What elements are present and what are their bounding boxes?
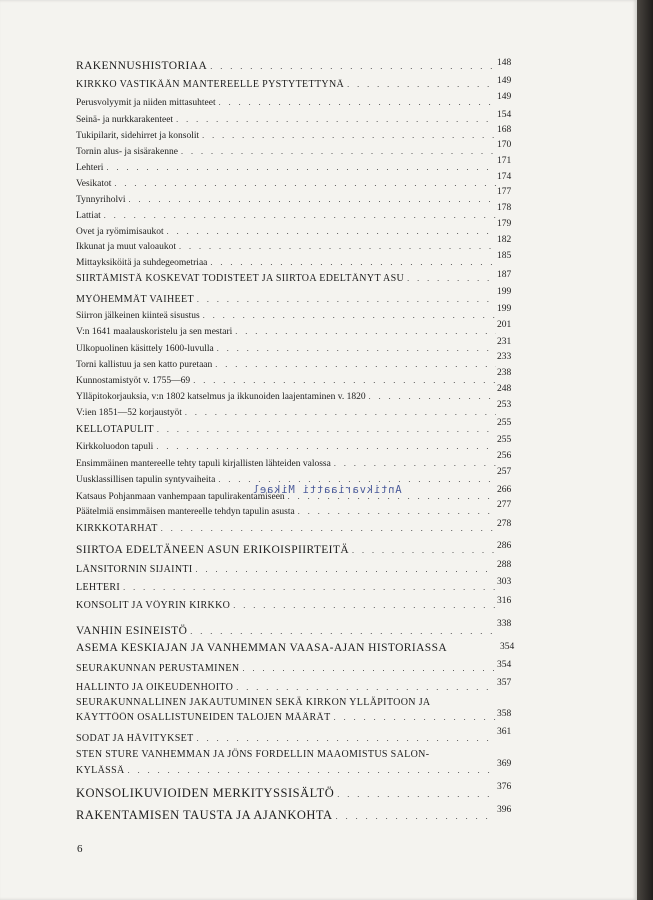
toc-entry-title: SEURAKUNNAN PERUSTAMINEN — [76, 663, 240, 674]
leader-dots — [210, 257, 496, 269]
leader-dots — [215, 359, 496, 371]
toc-entry — [76, 343, 496, 355]
toc-page-number: 303 — [497, 577, 512, 587]
toc-page-number: 266 — [497, 485, 512, 495]
leader-dots — [210, 60, 496, 74]
toc-page-number: 338 — [497, 619, 512, 629]
toc-page-number: 199 — [497, 287, 512, 297]
leader-dots — [181, 146, 496, 158]
toc-page-number: 354 — [497, 660, 512, 670]
leader-dots — [202, 130, 496, 142]
toc-page-number: 255 — [497, 435, 512, 445]
toc-entry — [76, 59, 496, 74]
leader-dots — [196, 564, 496, 576]
toc-entry — [76, 391, 496, 403]
antiquarian-stamp: Antikvariaatti Mikael — [252, 484, 402, 496]
toc-entry-title: KYLÄSSÄ — [76, 765, 125, 776]
toc-entry — [76, 600, 496, 612]
toc-page-number: 149 — [497, 92, 512, 102]
toc-entry-title: KÄYTTÖÖN OSALLISTUNEIDEN TALOJEN MÄÄRÄT — [76, 712, 331, 723]
toc-entry — [76, 162, 496, 174]
toc-entry-title: KONSOLIT JA VÖYRIN KIRKKO — [76, 600, 231, 611]
leader-dots — [235, 326, 496, 338]
leader-dots — [197, 294, 496, 306]
toc-page-number: 168 — [497, 125, 512, 135]
toc-page-number: 238 — [497, 368, 512, 378]
leader-dots — [179, 241, 496, 253]
toc-entry-title: HALLINTO JA OIKEUDENHOITO — [76, 682, 234, 693]
leader-dots — [104, 210, 496, 222]
toc-page-number: 201 — [497, 320, 512, 330]
leader-dots — [352, 544, 494, 558]
toc-entry-title-line1: STEN STURE VANHEMMAN JA JÖNS FORDELLIN MAAOMISTUS SALON- — [76, 749, 430, 760]
leader-dots — [161, 523, 496, 535]
leader-dots — [233, 600, 496, 612]
leader-dots — [203, 310, 496, 322]
toc-entry — [76, 441, 496, 453]
toc-entry — [76, 130, 496, 142]
leader-dots — [185, 407, 496, 419]
toc-entry — [76, 359, 496, 371]
toc-entry-title: SIIRTÄMISTÄ KOSKEVAT TODISTEET JA SIIRTOA EDELTÄNYT ASU — [76, 273, 405, 284]
page-number: 6 — [77, 843, 83, 855]
leader-dots — [336, 809, 491, 824]
toc-entry — [76, 226, 496, 238]
toc-page-number: 179 — [497, 219, 512, 229]
toc-entry — [76, 178, 496, 190]
toc-page-number: 178 — [497, 203, 512, 213]
toc-entry-title: SIIRTOA EDELTÄNEEN ASUN ERIKOISPIIRTEITÄ — [76, 544, 350, 556]
toc-entry — [76, 241, 496, 253]
toc-entry-title: Uusklassillisen tapulin syntyvaiheita — [76, 475, 216, 485]
toc-page-number: 316 — [497, 596, 512, 606]
toc-entry — [76, 79, 496, 91]
toc-entry-title: SODAT JA HÄVITYKSET — [76, 733, 194, 744]
toc-entry-title: Ulkopuolinen käsittely 1600-luvulla — [76, 344, 214, 354]
leader-dots — [242, 663, 496, 675]
toc-page-number: 376 — [497, 782, 512, 792]
toc-entry-title: Mittayksiköitä ja suhdegeometriaa — [76, 258, 208, 268]
toc-entry — [76, 543, 494, 558]
toc-entry — [76, 564, 496, 576]
toc-entry-title: Ikkunat ja muut valoaukot — [76, 242, 176, 252]
leader-dots — [123, 582, 496, 594]
toc-entry — [76, 582, 496, 594]
toc-entry-title: Katsaus Pohjanmaan vanhempaan tapulirakentamiseen — [76, 492, 285, 502]
toc-entry — [76, 523, 496, 535]
toc-page-number: 248 — [497, 384, 512, 394]
toc-entry — [76, 424, 496, 436]
leader-dots — [128, 765, 496, 777]
toc-entry-title: Tukipilarit, sidehirret ja konsolit — [76, 131, 200, 141]
toc-page-number: 369 — [497, 759, 512, 769]
toc-page-number: 256 — [497, 451, 512, 461]
toc-entry — [76, 375, 496, 387]
toc-page-number: 233 — [497, 352, 512, 362]
toc-entry — [76, 733, 496, 745]
leader-dots — [128, 194, 496, 206]
toc-entry-title: RAKENTAMISEN TAUSTA JA AJANKOHTA — [76, 808, 333, 822]
toc-entry — [76, 712, 496, 724]
toc-page-number: 177 — [497, 187, 512, 197]
toc-page-number: 358 — [497, 709, 512, 719]
toc-page-number: 278 — [497, 519, 512, 529]
leader-dots — [334, 458, 496, 470]
toc-entry-title: Lattiat — [76, 211, 101, 221]
toc-entry-title: Perusvolyymit ja niiden mittasuhteet — [76, 98, 216, 108]
toc-page-number: 288 — [497, 560, 512, 570]
leader-dots — [106, 162, 496, 174]
toc-entry — [76, 210, 496, 222]
toc-entry-title: KIRKKOTARHAT — [76, 523, 158, 534]
toc-page-number: 187 — [497, 270, 512, 280]
toc-page-number: 154 — [497, 110, 512, 120]
toc-page-number: 361 — [497, 727, 512, 737]
toc-page-number: 174 — [497, 172, 512, 182]
toc-page-number: 396 — [497, 805, 512, 815]
toc-entry-title: V:n 1641 maalauskoristelu ja sen mestari — [76, 327, 233, 337]
toc-entry — [76, 808, 491, 824]
leader-dots — [236, 682, 496, 694]
toc-entry-title: Ovet ja ryömimisaukot — [76, 227, 164, 237]
leader-dots — [197, 733, 496, 745]
leader-dots — [334, 712, 496, 724]
toc-page-number: 255 — [497, 418, 512, 428]
leader-dots — [219, 97, 496, 109]
toc-page-number: 257 — [497, 467, 512, 477]
leader-dots — [167, 226, 496, 238]
toc-page-number: 148 — [497, 58, 512, 68]
toc-entry — [76, 310, 496, 322]
leader-dots — [337, 787, 491, 802]
toc-entry-title: Lehteri — [76, 163, 104, 173]
toc-entry-title: Kunnostamistyöt v. 1755—69 — [76, 376, 191, 386]
toc-entry-title: Seinä- ja nurkkarakenteet — [76, 115, 174, 125]
leader-dots — [176, 114, 496, 126]
toc-page-number: 357 — [497, 678, 512, 688]
leader-dots — [193, 375, 496, 387]
toc-entry-title: V:ien 1851—52 korjaustyöt — [76, 408, 182, 418]
leader-dots — [217, 343, 496, 355]
toc-entry-title: RAKENNUSHISTORIAA — [76, 60, 208, 72]
toc-page-number: 185 — [497, 251, 512, 261]
leader-dots — [114, 178, 496, 190]
leader-dots — [407, 273, 491, 285]
toc-entry — [76, 97, 496, 109]
toc-entry-title: KONSOLIKUVIOIDEN MERKITYSSISÄLTÖ — [76, 786, 335, 800]
toc-entry-title: KELLOTAPULIT — [76, 424, 154, 435]
toc-entry — [76, 114, 496, 126]
toc-entry — [76, 786, 491, 802]
toc-page-number: 286 — [497, 541, 512, 551]
toc-entry-title: LÄNSITORNIN SIJAINTI — [76, 564, 193, 575]
toc-entry — [76, 641, 501, 655]
leader-dots — [369, 391, 496, 403]
leader-dots — [190, 625, 496, 639]
toc-entry — [76, 458, 496, 470]
toc-entry-title: Siirron jälkeinen kiinteä sisustus — [76, 311, 200, 321]
toc-page-number: 253 — [497, 400, 512, 410]
toc-entry-title: Tynnyriholvi — [76, 195, 126, 205]
toc-entry — [76, 194, 496, 206]
toc-page-number: 182 — [497, 235, 512, 245]
toc-entry — [76, 146, 496, 158]
leader-dots — [156, 441, 496, 453]
toc-page-number: 199 — [497, 304, 512, 314]
toc-entry — [76, 257, 496, 269]
toc-page-number: 171 — [497, 156, 512, 166]
toc-page-number: 149 — [497, 76, 512, 86]
toc-page-number: 354 — [500, 642, 515, 652]
toc-entry-title: Ylläpitokorjauksia, v:n 1802 katselmus ja ikkunoiden laajentaminen v. 1820 — [76, 392, 366, 402]
toc-entry-title: Torni kallistuu ja sen katto puretaan — [76, 360, 213, 370]
toc-entry-title: Vesikatot — [76, 179, 112, 189]
leader-dots — [298, 506, 496, 518]
toc-entry — [76, 294, 496, 306]
toc-entry-title: MYÖHEMMÄT VAIHEET — [76, 294, 194, 305]
page-edge-shadow — [637, 0, 653, 900]
toc-entry-title: VANHIN ESINEISTÖ — [76, 625, 188, 637]
toc-page-number: 277 — [497, 500, 512, 510]
toc-entry — [76, 326, 496, 338]
toc-entry-title: Kirkkoluodon tapuli — [76, 442, 154, 452]
toc-entry-title: ASEMA KESKIAJAN JA VANHEMMAN VAASA-AJAN HISTORIASSA — [76, 642, 448, 654]
leader-dots — [157, 424, 496, 436]
leader-dots — [347, 79, 496, 91]
toc-entry — [76, 663, 496, 675]
toc-entry-title: Tornin alus- ja sisärakenne — [76, 147, 178, 157]
toc-entry — [76, 765, 496, 777]
toc-page-number: 231 — [497, 337, 512, 347]
toc-entry-title: KIRKKO VASTIKÄÄN MANTEREELLE PYSTYTETTYNÄ — [76, 79, 345, 90]
toc-entry — [76, 682, 496, 694]
toc-entry-title: LEHTERI — [76, 582, 121, 593]
toc-page-number: 170 — [497, 140, 512, 150]
toc-entry — [76, 273, 491, 285]
toc-entry-title-line1: SEURAKUNNALLINEN JAKAUTUMINEN SEKÄ KIRKON YLLÄPITOON JA — [76, 697, 431, 708]
toc-entry-title: Ensimmäinen mantereelle tehty tapuli kirjallisten lähteiden valossa — [76, 459, 331, 469]
toc-entry — [76, 407, 496, 419]
toc-entry-title: Päätelmiä ensimmäisen mantereelle tehdyn tapulin asusta — [76, 507, 295, 517]
toc-entry — [76, 624, 496, 639]
toc-entry — [76, 506, 496, 518]
